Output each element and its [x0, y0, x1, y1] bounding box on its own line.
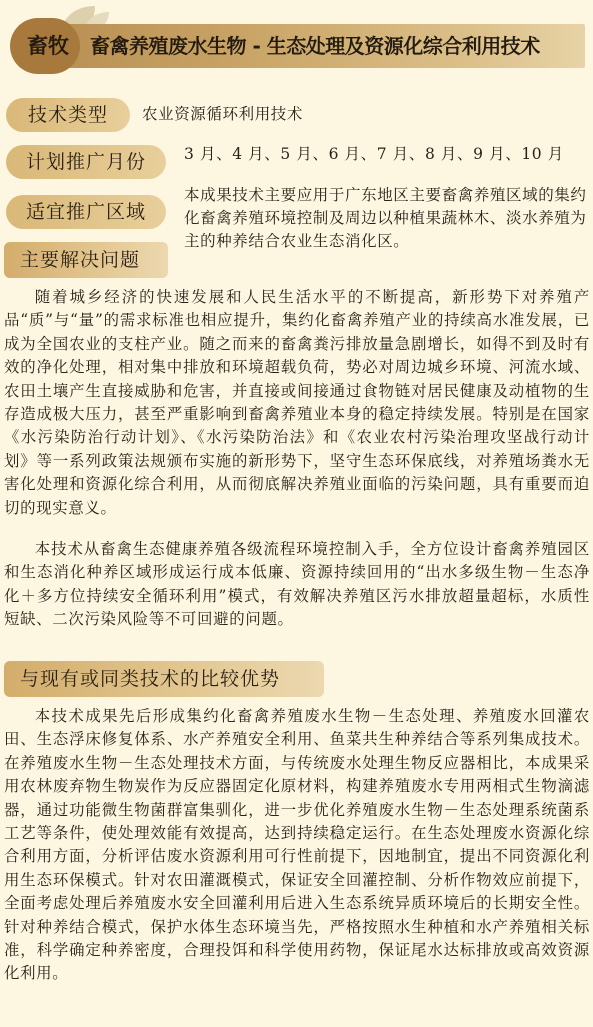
tech-type-value: 农业资源循环利用技术 — [142, 105, 304, 123]
advantages-paragraph-1: 本技术成果先后形成集约化畜禽养殖废水生物－生态处理、养殖废水回灌农田、生态浮床修复体系、水产养殖安全利用、鱼菜共生种养结合等系列集成技术。在养殖废水生物－生态处理技术方面，与传统废水处理生物反应器相比，本成果采用农林废弃物生物炭作为反应器固定化原材料，构建养殖废水专用两相式生物滴滤器，通过功能微生物菌群富集驯化，进一步优化养殖废水生物－生态处理系统菌系工艺等条件，使处理效能有效提高，达到持续稳定运行。在生态处理废水资源化综合利用方面，分析评估废水资源利用可行性前提下，因地制宜，提出不同资源化利用生态环保模式。针对农田灌溉模式，保证安全回灌控制、分析作物效应前提下，全面考虑处理后养殖废水安全回灌利用后进入生态系统异质环境后的长期安全性。针对种养结合模式，保护水体生态环境当先，严格按照水生种植和水产养殖相关标准，科学确定种养密度，合理投饵和科学使用药物，保证尾水达标排放或高效资源化利用。 — [4, 707, 590, 983]
category-label: 畜牧 — [27, 34, 69, 58]
section-header-advantages: 与现有或同类技术的比较优势 — [4, 661, 324, 697]
tech-type-label: 技术类型 — [6, 98, 130, 132]
section-header-problems: 主要解决问题 — [4, 242, 168, 278]
region-value: 本成果技术主要应用于广东地区主要畜禽养殖区域的集约化畜禽养殖环境控制及周边以种植果蔬林木、淡水养殖为主的种养结合农业生态消化区。 — [184, 186, 587, 250]
problems-paragraph-1: 随着城乡经济的快速发展和人民生活水平的不断提高，新形势下对养殖产品“质”与“量”的需求标准也相应提升，集约化畜禽养殖产业的持续高水准发展，已成为全国农业的支柱产业。随之而来的畜禽粪污排放量急剧增长，如得不到及时有效的净化处理，相对集中排放和环境超载负荷，势必对周边城乡环境、河流水域、农田土壤产生直接威胁和危害，并直接或间接通过食物链对居民健康及动植物的生存造成极大压力，甚至严重影响到畜禽养殖业本身的稳定持续发展。特别是在国家《水污染防治行动计划》、《水污染防治法》和《农业农村污染治理攻坚战行动计划》等一系列政策法规颁布实施的新形势下，坚守生态环保底线，对养殖场粪水无害化处理和资源化综合利用，从而彻底解决养殖业面临的污染问题，具有重要而迫切的现实意义。 — [4, 288, 590, 517]
page-title: 畜禽养殖废水生物 - 生态处理及资源化综合利用技术 — [90, 34, 540, 58]
region-label: 适宜推广区域 — [6, 195, 166, 229]
months-label: 计划推广月份 — [6, 145, 166, 179]
header-banner — [0, 0, 593, 88]
months-value: 3 月、4 月、5 月、6 月、7 月、8 月、9 月、10 月 — [184, 145, 564, 163]
problems-paragraph-2: 本技术从畜禽生态健康养殖各级流程环境控制入手，全方位设计畜禽养殖园区和生态消化种养区域形成运行成本低廉、资源持续回用的“出水多级生物－生态净化＋多方位持续安全循环利用”模式，有效解决养殖区污水排放超量超标，水质性短缺、二次污染风险等不可回避的问题。 — [4, 540, 590, 629]
